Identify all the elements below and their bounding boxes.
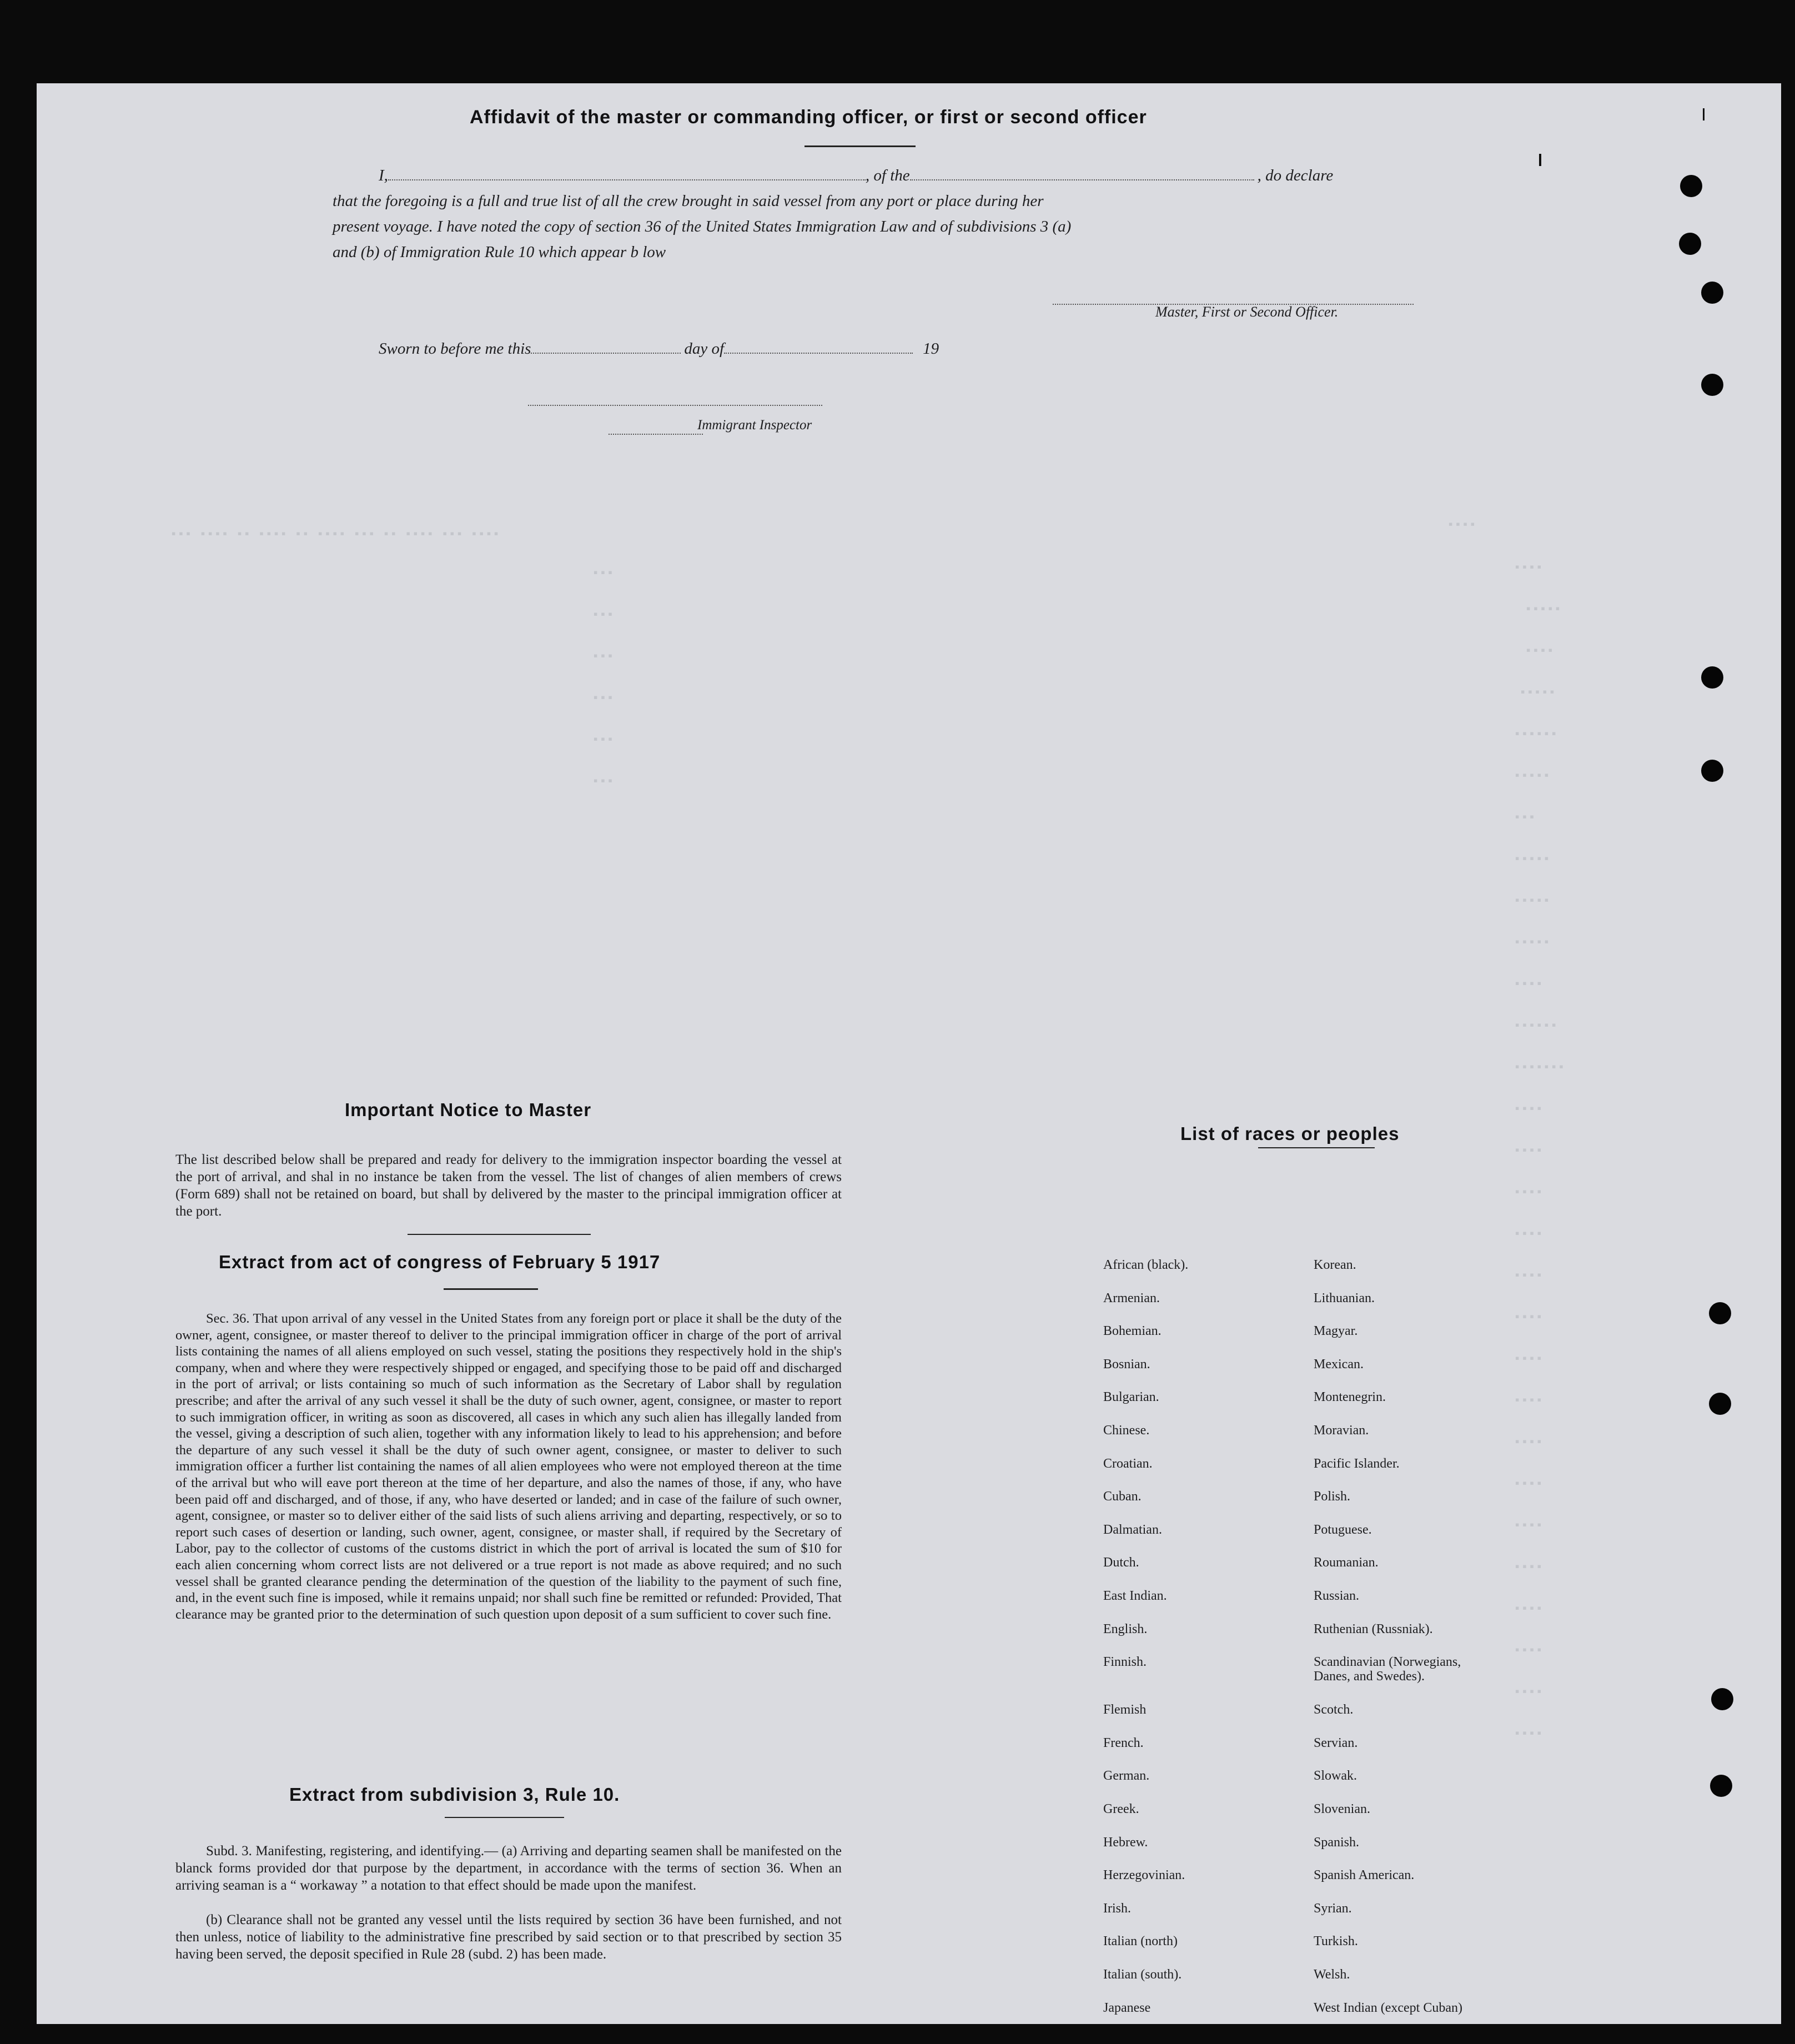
- punch-hole: [1710, 1775, 1732, 1797]
- inspector-short-line: [609, 433, 703, 435]
- race-item: French.: [1103, 1736, 1144, 1750]
- master-signature-caption: Master, First or Second Officer.: [1155, 304, 1339, 320]
- race-item: Hebrew.: [1103, 1835, 1148, 1850]
- sworn-year: 19: [923, 340, 939, 358]
- document-page: ▪▪▪▪ ▪▪▪▪ ▪▪▪▪▪ ▪▪▪▪ ▪▪▪▪▪ ▪▪▪▪▪▪ ▪▪▪▪▪ ▪▪▪ ▪▪▪▪▪ ▪▪▪▪▪ ▪▪▪▪▪ ▪▪▪▪ ▪▪▪▪▪▪ ▪▪▪▪▪▪▪ ▪▪▪▪ ▪▪▪▪ ▪▪▪▪ ▪▪▪▪ ▪▪▪▪ ▪▪▪▪ ▪▪▪▪ ▪▪▪▪ ▪▪▪▪ ▪▪▪▪ ▪▪▪▪ ▪▪▪▪ ▪▪▪▪ ▪▪▪▪ ▪▪▪▪ ▪▪▪▪ ▪▪▪ ▪▪▪▪ ▪▪ ▪▪▪▪ ▪▪ ▪▪▪▪ ▪▪▪ ▪▪ ▪▪▪▪ ▪▪▪ ▪▪▪▪ ▪▪▪ ▪▪▪ ▪▪▪ ▪▪▪ ▪▪▪ ▪▪▪ Affidavit of the master or commanding officer, or first or second officer I, , of the , do declare that the foregoing is a full and true list of all the crew brought in said vessel from any port or place during her present voyage. I have noted the copy of section 36 of the United States Immigration Law and of subdivisions 3 (a) and (b) of Immigration Rule 10 which appear b low Master, First or Second Officer. Sworn to before me this day of 19 Immigrant Inspector Important Notice to Master The list described below shall be prepared and ready for delivery to the immigration inspector boarding the vessel at the port of arrival, and shal in no instance be taken from the vessel. The list of changes of alien members of crews (Form 689) shall not be retained on board, but shall by delivered by the master to the principal immigration officer at the port. Extract from act of congress of February 5 1917 Sec. 36. That upon arrival of any vessel in the United States from any foreign port or place it shall be the duty of the owner, agent, consignee, or master thereof to deliver to the principal immigration officer in charge of the port of arrival lists containing the names of all aliens employed on such vessel, stating the positions they respectively hold in the ship's company, when and where they were respectively shipped or engaged, and specifying those to be paid off and discharged in the port of arrival; or lists containing so much of such information as the Secretary of Labor shall by regulation prescribe; and after the arrival of any such vessel it shall be the duty of such owner, agent, consignee, or master to report to such immigration officer, in writing as soon as discovered, all cases in which any such alien has illegally landed from the vessel, giving a description of such alien, together with any information likely to lead to his apprehension; and before the departure of any such vessel it shall be the duty of such owner agent, consignee, or master to deliver to such immigration officer a further list containing the names of all alien employees who were not employed thereon at the time of the arrival but who will eave port thereon at the time of her departure, and also the names of those, if any, who have been paid off and discharged, and of those, if any, who have deserted or landed; and in case of the failure of such owner, agent, consignee, or master so to deliver either of the said lists of such aliens arriving and departing, respectively, or so to report such cases of desertion or landing, such owner, agent, consignee, or master shall, if required by the Secretary of Labor, pay to the collector of customs of the customs district in which the port of arrival is located the sum of $10 for each alien concerning whom correct lists are not delivered or a true report is not made as above required; and no such vessel shall be granted clearance pending the determination of the question of the liability to the payment of such fine, and, in the event such fine is imposed, while it remains unpaid; nor shall such fine be remitted or refunded: Provided, That clearance may be granted prior to the determination of such question upon deposit of a sum sufficient to cover such fine. Extract from subdivision 3, Rule 10. Subd. 3. Manifesting, registering, and identifying.— (a) Arriving and departing seamen shall be manifested on the blanck forms provided dor that purpose by the department, in accordance with the terms of section 36. When an arriving seaman is a “ workaway ” a notation to that effect should be made upon the manifest. (b) Clearance shall not be granted any vessel until the lists required by section 36 have been furnished, and not then unless, notice of liability to the administrative fine prescribed by said section or to that prescribed by section 35 having been served, the deposit specified in Rule 28 (subd. 2) has been made. List of races or peoples African (black). Armenian. Bohemian. Bosnian. Bulgarian. Chinese. Croatian. Cuban. Dalmatian. Dutch. East Indian. English. Finnish. Flemish French. German. Greek. Hebrew. Herzegovinian. Irish. Italian (north) Italian (south). Japanese Korean. Lithuanian. Magyar. Mexican. Montenegrin. Moravian. Pacific Islander. Polish. Potuguese. Roumanian. Russian. Ruthenian (Russniak). Scandinavian (Norwegians, Danes, and Swedes). Scotch. Servian. Slowak. Slovenian. Spanish. Spanish American. Syrian. Turkish. Welsh. West Indian (except Cuban): [37, 83, 1781, 2024]
- race-item: Roumanian.: [1314, 1555, 1379, 1570]
- races-title-underline: [1258, 1147, 1375, 1148]
- race-item: Moravian.: [1314, 1423, 1369, 1438]
- affidavit-title: Affidavit of the master or commanding officer, or first or second officer: [470, 107, 1147, 128]
- race-item: Italian (south).: [1103, 1967, 1182, 1982]
- race-item: East Indian.: [1103, 1589, 1167, 1603]
- race-item: Slowak.: [1314, 1769, 1357, 1783]
- extract-rule-underline: [445, 1817, 564, 1818]
- race-item: Armenian.: [1103, 1291, 1160, 1305]
- race-item: Russian.: [1314, 1589, 1360, 1603]
- extract-act-underline: [444, 1288, 538, 1290]
- sworn-line: [379, 340, 939, 358]
- punch-hole: [1711, 1688, 1733, 1710]
- sworn-day-blank: [531, 352, 681, 354]
- race-item: Japanese: [1103, 2001, 1151, 2015]
- punch-hole: [1701, 374, 1723, 396]
- race-item: Spanish.: [1314, 1835, 1360, 1850]
- scan-mark: [1539, 154, 1541, 166]
- race-item: Magyar.: [1314, 1324, 1358, 1338]
- extract-rule-title: Extract from subdivision 3, Rule 10.: [289, 1784, 620, 1805]
- affidavit-line-4: and (b) of Immigration Rule 10 which appear b low: [333, 243, 666, 261]
- affidavit-declare: , do declare: [1257, 167, 1334, 184]
- race-item: Finnish.: [1103, 1655, 1147, 1669]
- punch-hole: [1701, 760, 1723, 782]
- extract-act-title: Extract from act of congress of February 5 1917: [219, 1252, 661, 1272]
- punch-hole: [1701, 666, 1723, 689]
- race-item: Dalmatian.: [1103, 1523, 1162, 1537]
- race-item: Ruthenian (Russniak).: [1314, 1622, 1433, 1636]
- race-item: Polish.: [1314, 1489, 1351, 1504]
- inspector-caption: Immigrant Inspector: [697, 418, 812, 433]
- rule-para-b: (b) Clearance shall not be granted any vessel until the lists required by section 36 have been furnished, and not then unless, notice of liability to the administrative fine prescribed by said section or to that prescribed by section 35 having been served, the deposit specified in Rule 28 (subd. 2) has been made.: [175, 1912, 842, 1962]
- race-item: Cuban.: [1103, 1489, 1142, 1504]
- race-item: Chinese.: [1103, 1423, 1150, 1438]
- race-item: Croatian.: [1103, 1457, 1153, 1471]
- race-item: Syrian.: [1314, 1901, 1352, 1916]
- race-item: Servian.: [1314, 1736, 1358, 1750]
- race-item: Flemish: [1103, 1703, 1147, 1717]
- race-item: Bosnian.: [1103, 1357, 1150, 1372]
- race-item: Italian (north): [1103, 1934, 1178, 1948]
- affidavit-i: I,: [379, 167, 388, 184]
- affidavit-line-3: present voyage. I have noted the copy of section 36 of the United States Immigration Law and of subdivisions 3 (a): [333, 218, 1072, 235]
- race-item: Bulgarian.: [1103, 1390, 1159, 1404]
- title-underline: [805, 145, 916, 147]
- race-item: Bohemian.: [1103, 1324, 1162, 1338]
- punch-hole: [1679, 233, 1701, 255]
- punch-hole: [1680, 175, 1702, 197]
- notice-text: The list described below shall be prepared and ready for delivery to the immigration inspector boarding the vessel at the port of arrival, and shal in no instance be taken from the vessel. The list of changes of alien members of crews (Form 689) shall not be retained on board, but shall by delivered by the master to the principal immigration officer at the port.: [175, 1152, 842, 1219]
- scan-mark: [1703, 108, 1705, 120]
- sworn-prefix: Sworn to before me this: [379, 340, 531, 358]
- race-item: Spanish American.: [1314, 1868, 1415, 1882]
- race-item: Greek.: [1103, 1802, 1139, 1816]
- race-item: Scandinavian (Norwegians, Danes, and Swedes).: [1314, 1655, 1461, 1684]
- race-item: Potuguese.: [1314, 1523, 1372, 1537]
- affidavit-line-1: [379, 167, 1333, 185]
- race-item: Scotch.: [1314, 1703, 1354, 1717]
- race-item: Herzegovinian.: [1103, 1868, 1185, 1882]
- races-title: List of races or peoples: [1180, 1123, 1400, 1144]
- race-item: Korean.: [1314, 1258, 1356, 1272]
- notice-divider: [408, 1234, 591, 1235]
- race-item: Montenegrin.: [1314, 1390, 1386, 1404]
- vessel-blank: [910, 179, 1254, 180]
- sworn-day-of: day of: [684, 340, 725, 358]
- name-blank: [388, 179, 866, 180]
- extract-act-text: Sec. 36. That upon arrival of any vessel in the United States from any foreign port or place it shall be the duty of the owner, agent, consignee, or master thereof to deliver to the principal immigration officer in charge of the port of arrival lists containing the names of all aliens employed on such vessel, stating the positions they respectively hold in the ship's company, when and where they were respectively shipped or engaged, and specifying those to be paid off and discharged in the port of arrival; or lists containing so much of such information as the Secretary of Labor shall by regulation prescribe; and after the arrival of any such vessel it shall be the duty of such owner, agent, consignee, or master to report to such immigration officer, in writing as soon as discovered, all cases in which any such alien has illegally landed from the vessel, giving a description of such alien, together with any information likely to lead to his apprehension; and before the departure of any such vessel it shall be the duty of such owner agent, consignee, or master to deliver to such immigration officer a further list containing the names of all alien employees who were not employed thereon at the time of the arrival but who will eave port thereon at the time of her departure, and also the names of those, if any, who have been paid off and discharged, and of those, if any, who have deserted or landed; and in case of the failure of such owner, agent, consignee, or master so to deliver either of the said lists of such aliens arriving and departing, respectively, or so to report such cases of desertion or landing, such owner, agent, consignee, or master shall, if required by the Secretary of Labor, pay to the collector of customs of the customs district in which the port of arrival is located the sum of $10 for each alien concerning whom correct lists are not delivered or a true report is not made as above required; and no such vessel shall be granted clearance pending the determination of the question of the liability to the payment of such fine, and, in the event such fine is imposed, while it remains unpaid; nor shall such fine be remitted or refunded: Provided, That clearance may be granted prior to the determination of such question upon deposit of a sum sufficient to cover such fine.: [175, 1311, 842, 1622]
- punch-hole: [1709, 1393, 1731, 1415]
- race-item: West Indian (except Cuban): [1314, 2001, 1462, 2015]
- affidavit-of-the: , of the: [865, 167, 910, 184]
- race-item: Pacific Islander.: [1314, 1457, 1400, 1471]
- race-item: African (black).: [1103, 1258, 1189, 1272]
- affidavit-line-2: that the foregoing is a full and true list of all the crew brought in said vessel from any port or place during her: [333, 192, 1044, 210]
- sworn-month-blank: [724, 352, 913, 354]
- punch-hole: [1701, 282, 1723, 304]
- race-item: Dutch.: [1103, 1555, 1139, 1570]
- race-item: Turkish.: [1314, 1934, 1358, 1948]
- inspector-signature-line: [528, 404, 822, 406]
- race-item: Welsh.: [1314, 1967, 1350, 1982]
- notice-title: Important Notice to Master: [345, 1099, 592, 1120]
- rule-para-a: Subd. 3. Manifesting, registering, and identifying.— (a) Arriving and departing seamen shall be manifested on the blanck forms provided dor that purpose by the department, in accordance with the terms of section 36. When an arriving seaman is a “ workaway ” a notation to that effect should be made upon the manifest.: [175, 1844, 842, 1893]
- race-item: German.: [1103, 1769, 1150, 1783]
- race-item: English.: [1103, 1622, 1148, 1636]
- race-item: Lithuanian.: [1314, 1291, 1375, 1305]
- race-item: Slovenian.: [1314, 1802, 1370, 1816]
- punch-hole: [1709, 1302, 1731, 1324]
- race-item: Irish.: [1103, 1901, 1131, 1916]
- race-item: Mexican.: [1314, 1357, 1364, 1372]
